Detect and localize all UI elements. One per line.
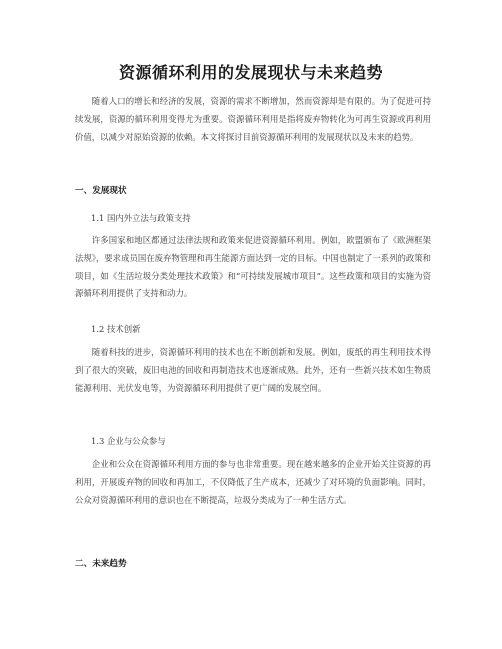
section-heading-future-trends: 二、未来趋势 <box>75 559 127 569</box>
technology-paragraph: 随着科技的进步，资源循环利用的技术也在不断创新和发展。例如，废纸的再生利用技术得到了很大的突破，废旧电池的回收和再制造技术也逐渐成熟。此外，还有一些新兴技术如生物质能源利用、光伏发电等，为资源循环利用提供了更广阔的发展空间。 <box>75 347 431 393</box>
section-heading-current-status: 一、发展现状 <box>75 186 127 196</box>
policy-paragraph: 许多国家和地区都通过法律法规和政策来促进资源循环利用。例如，欧盟颁布了《欧洲框架法规》，要求成员国在废弃物管理和再生能源方面达到一定的目标。中国也制定了一系列的政策和项目，如《生活垃圾分类处理技术政策》和“可持续发展城市项目”。这些政策和项目的实施为资源循环利用提供了支持和动力。 <box>75 235 431 299</box>
participation-paragraph: 企业和公众在资源循环利用方面的参与也非常重要。现在越来越多的企业开始关注资源的再利用，开展废弃物的回收和再加工，不仅降低了生产成本，还减少了对环境的负面影响。同时，公众对资源循环利用的意识也在不断提高，垃圾分类成为了一种生活方式。 <box>75 459 431 505</box>
subsection-heading-policy: 1.1 国内外立法与政策支持 <box>91 213 191 223</box>
subsection-heading-technology: 1.2 技术创新 <box>91 324 141 334</box>
intro-paragraph: 随着人口的增长和经济的发展，资源的需求不断增加，然而资源却是有限的。为了促进可持续发展，资源的循环利用变得尤为重要。资源循环利用是指将废弃物转化为可再生资源或再利用价值，以减少对原始资源的依赖。本文将探讨目前资源循环利用的发展现状以及未来的趋势。 <box>75 96 431 142</box>
subsection-heading-participation: 1.3 企业与公众参与 <box>91 436 166 446</box>
document-title: 资源循环利用的发展现状与未来趋势 <box>118 63 383 82</box>
